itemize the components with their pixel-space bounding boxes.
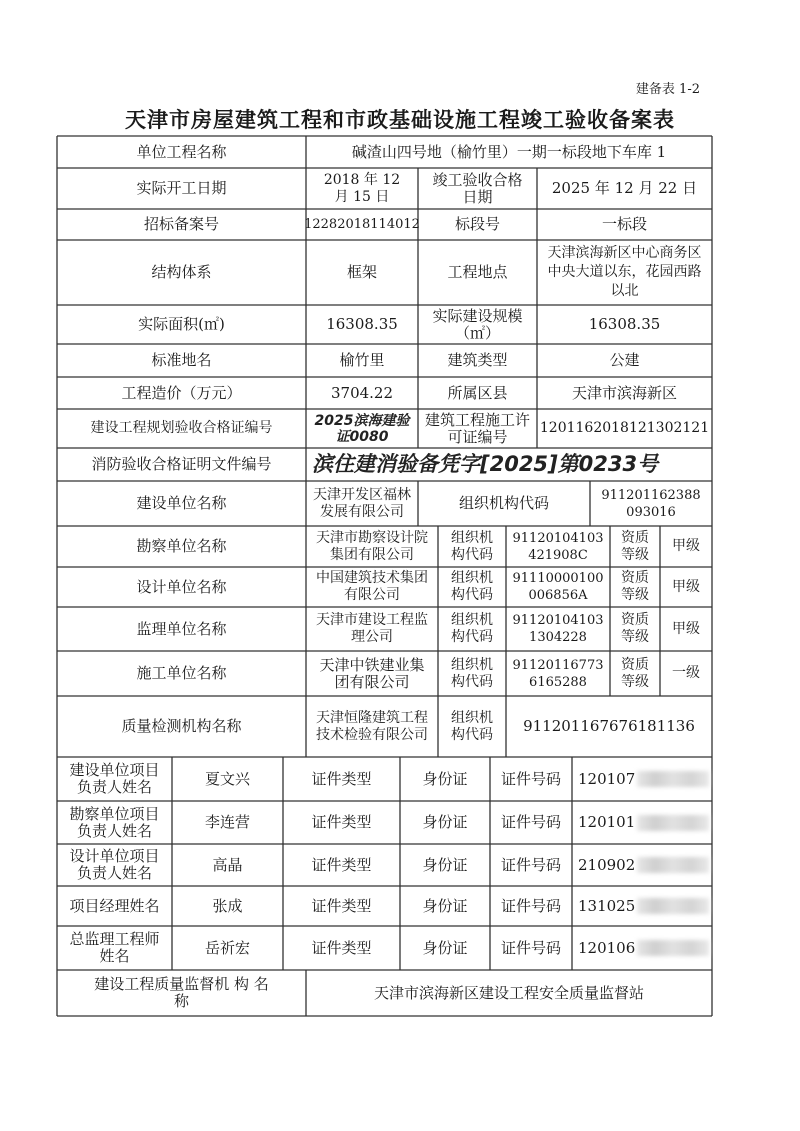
cert-type-value: 身份证 [422, 938, 468, 957]
survey-grade: 甲级 [672, 538, 700, 554]
cert-type-value: 身份证 [422, 813, 468, 831]
contractor-label: 施工单位名称 [136, 664, 227, 682]
cert-no-prefix: 131025 [578, 896, 636, 915]
cert-no-value [572, 757, 712, 801]
area-label: 实际面积(㎡) [138, 315, 225, 333]
survey-qual-label: 资质等级 [621, 529, 649, 563]
supervisor-org-code-label: 组织机构代码 [451, 612, 493, 645]
form-code: 建备表 1-2 [635, 82, 700, 97]
design-label: 设计单位名称 [136, 577, 227, 596]
cert-type-value: 身份证 [422, 896, 468, 915]
contractor-name: 天津中铁建业集团有限公司 [319, 655, 425, 691]
cert-no-prefix: 120101 [578, 813, 636, 831]
supervisor-qual-label: 资质等级 [621, 612, 649, 645]
location-label: 工程地点 [447, 263, 508, 281]
design-name: 中国建筑技术集团有限公司 [316, 570, 428, 603]
start-date-value: 2018 年 12 月 15 日 [323, 171, 401, 205]
cert-type-label: 证件类型 [311, 855, 372, 874]
building-type-value: 公建 [609, 351, 640, 369]
permit-value: 1201162018121302121 [539, 420, 710, 436]
cert-no-label: 证件号码 [500, 855, 561, 874]
cost-value: 3704.22 [330, 383, 394, 402]
structure-value: 框架 [346, 263, 377, 281]
structure-label: 结构体系 [151, 263, 212, 281]
owner-name: 天津开发区福林发展有限公司 [313, 486, 411, 520]
owner-org-code: 911201162388093016 [601, 487, 701, 520]
unit-project-label: 单位工程名称 [136, 142, 227, 161]
testing-label: 质量检测机构名称 [121, 717, 242, 735]
section-value: 一标段 [601, 215, 647, 233]
cert-type-value: 身份证 [422, 855, 468, 874]
survey-label: 勘察单位名称 [136, 537, 227, 555]
location-value: 天津滨海新区中心商务区中央大道以东，花园西路以北 [547, 245, 702, 299]
unit-project-value: 碱渣山四号地（榆竹里）一期一标段地下车库 1 [351, 142, 667, 161]
cert-no-label: 证件号码 [500, 769, 561, 788]
design-org-code: 91110000100006856A [512, 571, 604, 603]
tender-no-value: 12282018114012 [304, 217, 420, 232]
cert-type-value: 身份证 [422, 769, 468, 788]
survey-org-code-label: 组织机构代码 [451, 529, 493, 563]
supervisor-name: 天津市建设工程监理公司 [316, 612, 428, 645]
survey-name: 天津市勘察设计院集团有限公司 [316, 529, 428, 563]
cert-type-label: 证件类型 [311, 938, 372, 957]
planning-cert-value: 2025滨海建验证0080 [314, 412, 410, 445]
cert-no-prefix: 120107 [578, 769, 636, 788]
survey-org-code: 91120104103421908C [512, 530, 604, 563]
redacted-blur [637, 857, 709, 873]
cert-no-label: 证件号码 [500, 938, 561, 957]
owner-label: 建设单位名称 [136, 494, 227, 512]
supervisor-label: 监理单位名称 [136, 619, 227, 638]
district-value: 天津市滨海新区 [571, 383, 677, 402]
redacted-blur [637, 771, 709, 787]
owner-org-code-label: 组织机构代码 [458, 494, 549, 512]
person-name: 夏文兴 [204, 769, 250, 788]
cert-type-label: 证件类型 [311, 813, 372, 831]
cost-label: 工程造价（万元） [121, 383, 242, 402]
design-qual-label: 资质等级 [621, 570, 649, 603]
page-title: 天津市房屋建筑工程和市政基础设施工程竣工验收备案表 [125, 108, 675, 132]
person-name: 李连营 [204, 813, 250, 831]
place-name-value: 榆竹里 [339, 351, 385, 369]
cert-no-value [572, 844, 712, 886]
scale-label: 实际建设规模（㎡） [432, 306, 523, 342]
person-name: 高晶 [212, 855, 243, 874]
person-name: 张成 [212, 896, 243, 915]
cert-no-value [572, 801, 712, 844]
cert-type-label: 证件类型 [311, 769, 372, 788]
section-label: 标段号 [454, 215, 500, 233]
cert-no-label: 证件号码 [500, 896, 561, 915]
redacted-blur [637, 940, 709, 956]
person-role: 勘察单位项目负责人姓名 [69, 804, 160, 840]
cert-type-label: 证件类型 [311, 896, 372, 915]
cert-no-prefix: 120106 [578, 938, 636, 957]
supervision-label: 建设工程质量监督机 构 名 称 [94, 975, 269, 1010]
cert-no-value [572, 886, 712, 926]
place-name-label: 标准地名 [151, 351, 212, 369]
supervisor-org-code: 911201041031304228 [512, 613, 604, 645]
redacted-blur [637, 815, 709, 831]
start-date-label: 实际开工日期 [136, 179, 227, 197]
contractor-org-code: 911201167736165288 [512, 657, 604, 690]
planning-cert-label: 建设工程规划验收合格证编号 [90, 420, 273, 436]
contractor-org-code-label: 组织机构代码 [451, 656, 493, 690]
supervisor-grade: 甲级 [672, 620, 700, 637]
contractor-grade: 一级 [672, 665, 700, 681]
person-role: 总监理工程师姓名 [69, 930, 160, 965]
fire-label: 消防验收合格证明文件编号 [91, 455, 272, 473]
acceptance-date-label: 竣工验收合格日期 [432, 170, 523, 206]
cert-no-prefix: 210902 [578, 855, 636, 874]
acceptance-date-value: 2025 年 12 月 22 日 [551, 179, 698, 197]
redacted-blur [637, 898, 709, 914]
person-role: 项目经理姓名 [69, 896, 160, 915]
cert-no-value [572, 926, 712, 970]
supervision-value: 天津市滨海新区建设工程安全质量监督站 [373, 983, 644, 1002]
design-org-code-label: 组织机构代码 [451, 570, 493, 603]
scale-value: 16308.35 [588, 315, 661, 333]
testing-org-code-label: 组织机构代码 [451, 709, 493, 743]
area-value: 16308.35 [326, 315, 398, 333]
person-role: 设计单位项目负责人姓名 [69, 847, 160, 882]
building-type-label: 建筑类型 [447, 351, 508, 369]
permit-label: 建筑工程施工许可证编号 [424, 410, 530, 446]
person-role: 建设单位项目负责人姓名 [69, 761, 160, 796]
fire-value: 滨住建消验备凭字[2025]第0233号 [312, 452, 659, 476]
testing-org-code: 911201167676181136 [523, 717, 695, 735]
person-name: 岳祈宏 [204, 938, 250, 957]
tender-no-label: 招标备案号 [143, 215, 219, 233]
cert-no-label: 证件号码 [500, 813, 561, 831]
design-grade: 甲级 [672, 578, 700, 595]
testing-name: 天津恒隆建筑工程技术检验有限公司 [316, 709, 428, 743]
contractor-qual-label: 资质等级 [621, 656, 649, 690]
district-label: 所属区县 [447, 383, 508, 402]
